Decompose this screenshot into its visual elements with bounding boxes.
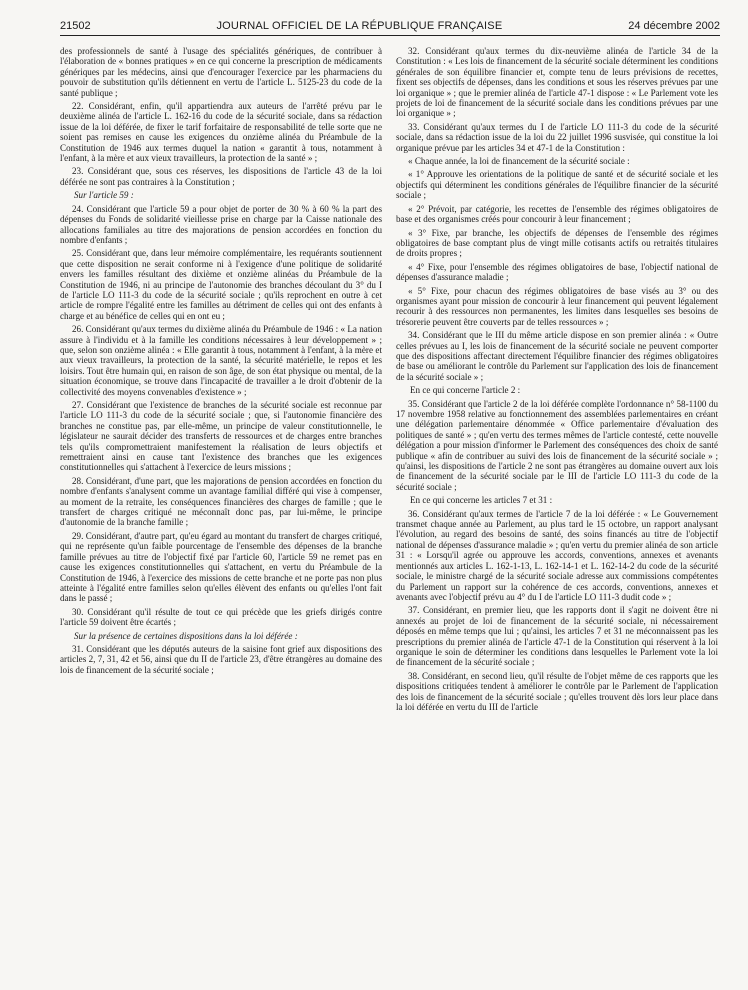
paragraph: 33. Considérant qu'aux termes du I de l'article LO 111-3 du code de la sécurité sociale, dans sa rédaction issue de la loi du 22 juillet 1996 susvisée, qui constitue la loi organique prévue par les articles 34 et 47-1 de la Constitution : [396,121,718,153]
paragraph: des professionnels de santé à l'usage des spécialités génériques, de contribuer à l'élaboration de « bonnes pratiques » en ce qui concerne la prescription de médicaments génériques par les médecins, ainsi que d'encourager l'exercice par les pharmaciens du pouvoir de substitution qu'ils détiennent en vertu de l'article L. 5125-23 du code de la santé publique ; [60,46,382,98]
publication-date: 24 décembre 2002 [628,20,720,32]
paragraph: 37. Considérant, en premier lieu, que les rapports dont il s'agit ne doivent être ni annexés au projet de loi de financement de la sécurité sociale, ni nécessairement déposés en même temps que lui ; qu'ainsi, les articles 7 et 31 ne méconnaissent pas les prescriptions du premier alinéa de l'article 47-1 de la Constitution qui réservent à la loi organique le soin de déterminer les conditions dans lesquelles le Parlement vote la loi de financement de la sécurité sociale ; [396,605,718,668]
section-heading: Sur la présence de certaines dispositions dans la loi déférée : [74,630,298,641]
paragraph: 23. Considérant que, sous ces réserves, les dispositions de l'article 43 de la loi déférée ne sont pas contraires à la Constitution ; [60,166,382,187]
section-heading: Sur l'article 59 : [74,190,134,201]
paragraph: 38. Considérant, en second lieu, qu'il résulte de l'objet même de ces rapports que les dispositions critiquées tendent à améliorer le contrôle par le Parlement de l'application des lois de financement de la sécurité sociale ; qu'elles trouvent dès lors leur place dans la loi déférée en vertu du III de l'article [396,670,718,712]
page-header [60,20,720,36]
section-heading: En ce qui concerne les articles 7 et 31 : [410,495,553,506]
left-column [60,46,382,715]
paragraph: 28. Considérant, d'une part, que les majorations de pension accordées en fonction du nombre d'enfants s'analysent comme un avantage familial différé qui vise à compenser, au moment de la retraite, les conséquences financières des charges de famille ; que le transfert de charges critiqué ne méconnaît donc pas, par lui-même, le principe d'autonomie de la branche famille ; [60,475,382,528]
paragraph: 27. Considérant que l'existence de branches de la sécurité sociale est reconnue par l'article LO 111-3 du code de la sécurité sociale ; que, si l'autonomie financière des branches ne constitue pas, par elle-même, un principe de valeur constitutionnelle, le législateur ne saurait décider des transferts de ressources et de charges entre branches tels qu'ils compromettraient manifestement la réalisation de leurs objectifs et remettraient ainsi en cause tant l'existence des branches que les exigences constitutionnelles qui s'attachent à l'exercice de leurs missions ; [60,400,382,473]
paragraph: 32. Considérant qu'aux termes du dix-neuvième alinéa de l'article 34 de la Constitution : « Les lois de financement de la sécurité sociale déterminent les conditions générales de son équilibre financier et, compte tenu de leurs prévisions de recettes, fixent ses objectifs de dépenses, dans les conditions et sous les réserves prévues par une loi organique » ; que le premier alinéa de l'article 47-1 dispose : « Le Parlement vote les projets de loi de financement de la sécurité sociale dans les conditions prévues par une loi organique » ; [396,46,718,119]
paragraph: « 3° Fixe, par branche, les objectifs de dépenses de l'ensemble des régimes obligatoires de base comptant plus de vingt mille cotisants actifs ou retraités titulaires de droits propres ; [396,227,718,259]
paragraph: 24. Considérant que l'article 59 a pour objet de porter de 30 % à 60 % la part des dépenses du Fonds de solidarité vieillesse prise en charge par la Caisse nationale des allocations familiales au titre des majorations de pension accordées en fonction du nombre d'enfants ; [60,203,382,245]
journal-title: JOURNAL OFFICIEL DE LA RÉPUBLIQUE FRANÇAISE [216,20,503,32]
paragraph: 29. Considérant, d'autre part, qu'eu égard au montant du transfert de charges critiqué, qui ne représente qu'un faible pourcentage de l'ensemble des dépenses de la branche famille prévues au titre de l'objectif fixé par l'article 60, l'article 59 ne remet pas en cause les exigences constitutionnelles qui s'attachent, en vertu du Préambule de la Constitution de 1946, à l'exercice des missions de cette branche et ne porte pas non plus atteinte à l'égalité entre familles selon qu'elles élèvent des enfants ou qu'elles l'ont fait dans le passé ; [60,530,382,604]
paragraph: 36. Considérant qu'aux termes de l'article 7 de la loi déférée : « Le Gouvernement transmet chaque année au Parlement, au plus tard le 15 octobre, un rapport analysant l'évolution, au regard des besoins de santé, des soins financés au titre de l'objectif national de dépenses d'assurance maladie » ; qu'en vertu du premier alinéa de son article 31 : « Lorsqu'il agrée ou approuve les accords, conventions, annexes et avenants mentionnés aux articles L. 162-1-13, L. 162-14-1 et L. 162-14-2 du code de la sécurité sociale, le ministre chargé de la sécurité sociale adresse aux commissions compétentes du Parlement un rapport sur la cohérence de ces accords, conventions, annexes et avenants avec l'objectif prévu au 4° du I de l'article LO 111-3 dudit code » ; [396,508,718,602]
paragraph: 22. Considérant, enfin, qu'il appartiendra aux auteurs de l'arrêté prévu par le deuxième alinéa de l'article L. 162-16 du code de la sécurité sociale, dans sa rédaction issue de la loi déférée, de fixer le tarif forfaitaire de responsabilité de telle sorte que ne soient pas remises en cause les exigences du onzième alinéa du Préambule de la Constitution de 1946 aux termes duquel la nation « garantit à tous, notamment à l'enfant, à la mère et aux vieux travailleurs, la protection de la santé » ; [60,101,382,164]
paragraph: « 1° Approuve les orientations de la politique de santé et de sécurité sociale et les objectifs qui déterminent les conditions générales de l'équilibre financier de la sécurité sociale ; [396,169,718,201]
text-columns [60,46,720,715]
paragraph: 31. Considérant que les députés auteurs de la saisine font grief aux dispositions des articles 2, 7, 31, 42 et 56, ainsi que du II de l'article 23, d'être étrangères au domaine des lois de financement de la sécurité sociale ; [60,643,382,675]
paragraph: 35. Considérant que l'article 2 de la loi déférée complète l'ordonnance n° 58-1100 du 17 novembre 1958 relative au fonctionnement des assemblées parlementaires en créant une délégation parlementaire dénommée « Office parlementaire d'évaluation des politiques de santé » ; qu'en vertu des termes mêmes de l'article contesté, cette nouvelle délégation a pour mission d'informer le Parlement des conséquences des choix de santé publique « afin de contribuer au suivi des lois de financement de la sécurité sociale » ; qu'ainsi, les dispositions de l'article 2 ne sont pas étrangères au domaine ouvert aux lois de financement de la sécurité sociale par le III de l'article LO 111-3 du code de la sécurité sociale ; [396,398,718,492]
paragraph: 34. Considérant que le III du même article dispose en son premier alinéa : « Outre celles prévues au I, les lois de financement de la sécurité sociale ne peuvent comporter que des dispositions affectant directement l'équilibre financier des régimes obligatoires de base ou améliorant le contrôle du Parlement sur l'application des lois de financement de la sécurité sociale » ; [396,330,718,382]
paragraph: 30. Considérant qu'il résulte de tout ce qui précède que les griefs dirigés contre l'article 59 doivent être écartés ; [60,606,382,628]
right-column [396,46,718,715]
paragraph: « 2° Prévoit, par catégorie, les recettes de l'ensemble des régimes obligatoires de base et des organismes créés pour concourir à leur financement ; [396,203,718,225]
paragraph: « Chaque année, la loi de financement de la sécurité sociale : [408,156,630,167]
section-heading: En ce qui concerne l'article 2 : [410,385,521,396]
paragraph: « 5° Fixe, pour chacun des régimes obligatoires de base visés au 3° ou des organismes ayant pour mission de concourir à leur financement qui peuvent légalement recourir à des ressources non permanentes, les limites dans lesquelles ses besoins de trésorerie peuvent être couverts par de telles ressources » ; [396,285,718,327]
paragraph: « 4° Fixe, pour l'ensemble des régimes obligatoires de base, l'objectif national de dépenses d'assurance maladie ; [396,261,718,283]
page-number: 21502 [60,20,91,32]
paragraph: 25. Considérant que, dans leur mémoire complémentaire, les requérants soutiennent que cette disposition ne serait conforme ni à l'exigence d'une politique de solidarité envers les familles résultant des dixième et onzième alinéas du Préambule de la Constitution de 1946, ni au principe de l'autonomie des branches découlant du 3° du I de l'article LO 111-3 du code de la sécurité sociale ; qu'ils reprochent en outre à cet article de rompre l'égalité entre les familles au détriment de celles qui ont des enfants à charge et au bénéfice de celles qui en ont eu ; [60,248,382,321]
paragraph: 26. Considérant qu'aux termes du dixième alinéa du Préambule de 1946 : « La nation assure à l'individu et à la famille les conditions nécessaires à leur développement » ; que, selon son onzième alinéa : « Elle garantit à tous, notamment à l'enfant, à la mère et aux vieux travailleurs, la protection de la santé, la sécurité matérielle, le repos et les loisirs. Tout être humain qui, en raison de son âge, de son état physique ou mental, de la situation économique, se trouve dans l'incapacité de travailler a le droit d'obtenir de la collectivité des moyens convenables d'existence » ; [60,324,382,397]
